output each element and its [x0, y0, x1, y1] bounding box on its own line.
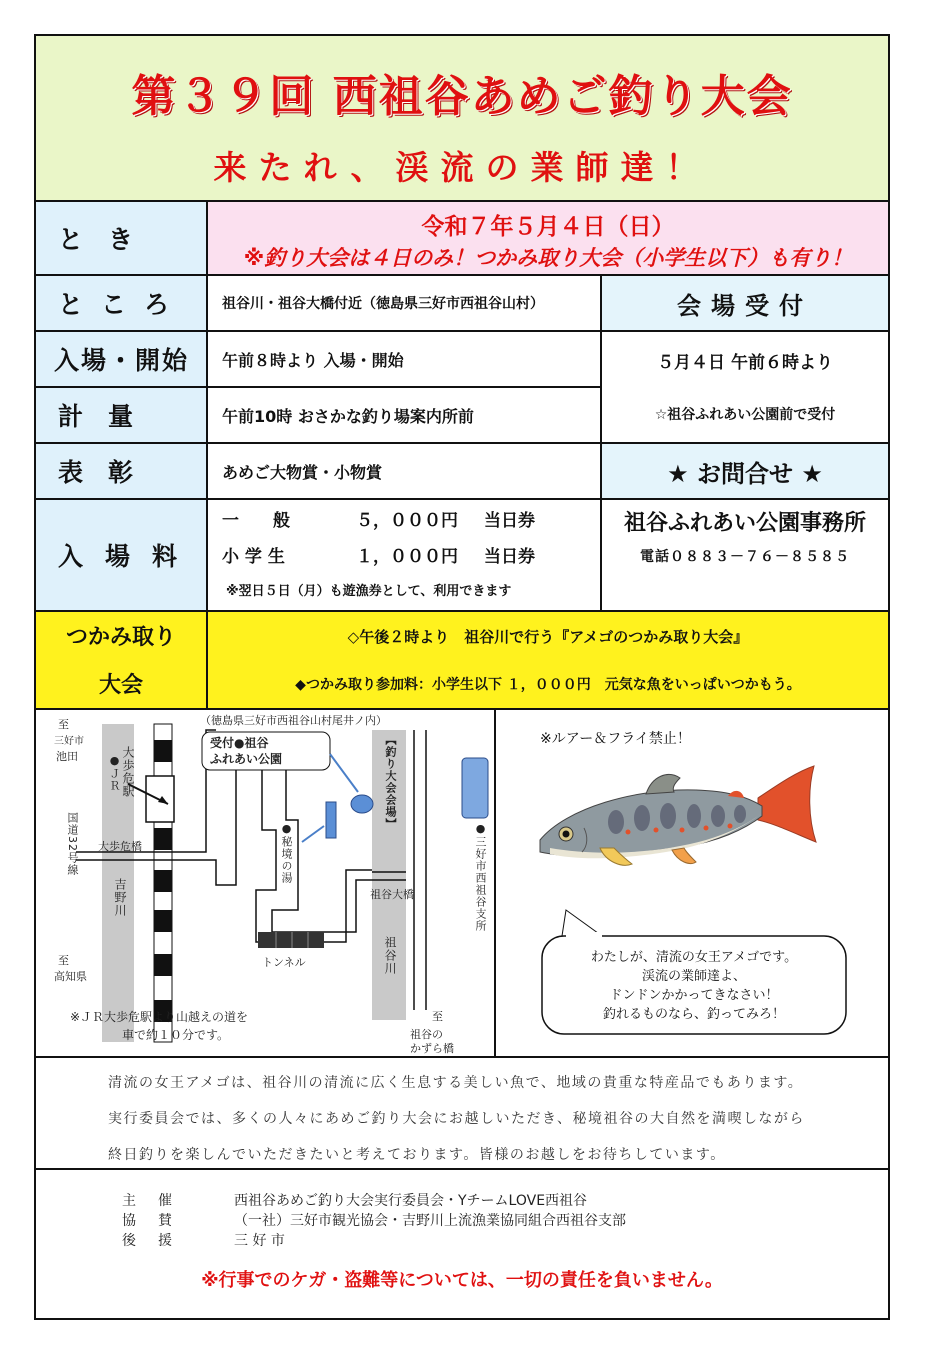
- toki-label: [36, 202, 208, 276]
- fee-row-general-cat: 一 般: [222, 511, 290, 531]
- contact-cell: [600, 500, 888, 612]
- start-label: [36, 332, 208, 388]
- fee-note: ※翌日５日（月）も遊漁券として、利用できます: [226, 584, 512, 599]
- map-to-ikeda-3: 池田: [56, 750, 78, 763]
- sponsor-name-3: 三 好 市: [234, 1233, 285, 1249]
- tokoro-label-text: ところ: [58, 290, 188, 319]
- tsukami-cell: [208, 612, 888, 710]
- speech-line-3: ドンドンかかってきなさい！: [609, 988, 779, 1003]
- sponsors-section: [36, 1170, 888, 1320]
- weigh-value: 午前10時 おさかな釣り場案内所前: [208, 388, 600, 444]
- map-tunnel: トンネル: [262, 956, 306, 969]
- toki-label-text: と き: [58, 225, 134, 254]
- map-venue: 【釣り大会会場】: [384, 734, 397, 830]
- tunnel: [258, 932, 324, 948]
- map-branch: ●三好市西祖谷支所: [474, 822, 487, 932]
- map-to-kochi-2: 高知県: [54, 970, 87, 983]
- reception-marker: [351, 795, 373, 813]
- start-value: 午前８時より 入場・開始: [208, 332, 600, 388]
- map-note-2: 車で約１０分です。: [122, 1028, 230, 1042]
- sponsor-name-2: （一社）三好市観光協会・吉野川上流漁業協同組合西祖谷支部: [234, 1213, 626, 1229]
- speech-line-2: 渓流の業師達よ、: [641, 969, 746, 984]
- event-subtitle: 来たれ、渓流の業師達！: [213, 148, 711, 187]
- award-label-text: 表 彰: [58, 458, 134, 487]
- map-iya-river: 祖谷川: [383, 936, 397, 975]
- reception-heading: 会場受付: [600, 276, 888, 332]
- weigh-label: [36, 388, 208, 444]
- branch-marker: [462, 758, 488, 818]
- tsukami-label-line2: 大会: [98, 673, 143, 698]
- map-to-ikeda-1: 至: [58, 718, 69, 731]
- speech-line-4: 釣れるものなら、釣ってみろ！: [602, 1007, 785, 1022]
- tsukami-label-line1: つかみ取り: [65, 625, 176, 650]
- map-to-kazura-1: 至: [432, 1010, 443, 1023]
- map-oboke-station: 大歩危駅: [121, 746, 135, 798]
- contact-org: 祖谷ふれあい公園事務所: [623, 511, 866, 536]
- fee-row-student-cat: 小 学 生: [222, 547, 285, 567]
- weigh-label-text: 計 量: [58, 402, 134, 431]
- sponsor-name-1: 西祖谷あめご釣り大会実行委員会・YチームLOVE西祖谷: [234, 1193, 588, 1209]
- title-banner: [36, 36, 888, 202]
- map-reception-1: 受付●祖谷: [210, 736, 269, 750]
- tsukami-label: [36, 612, 208, 710]
- fee-row-general-price: ５，０００円: [356, 511, 458, 531]
- map-hikyo: ●秘境の湯: [280, 822, 293, 884]
- map-jr: ●ＪＲ: [108, 754, 121, 792]
- fee-row-general-type: 当日券: [484, 511, 535, 531]
- map-yoshino-river: 吉野川: [113, 878, 127, 917]
- fee-cell: [208, 500, 600, 612]
- contact-heading: ★ お問合せ ★: [600, 444, 888, 500]
- access-map: [36, 710, 496, 1058]
- map-iya-bridge: 祖谷大橋: [370, 888, 414, 901]
- fee-label: [36, 500, 208, 612]
- disclaimer: ※行事でのケガ・盗難等については、一切の責任を負いません。: [201, 1270, 723, 1291]
- intro-line-1: 清流の女王アメゴは、祖谷川の清流に広く生息する美しい魚で、地域の貴重な特産品でもあります。: [108, 1075, 804, 1091]
- fee-label-text: 入場料: [58, 542, 200, 571]
- tsukami-line2: ◆つかみ取り参加料：小学生以下 １，０００円 元気な魚をいっぱいつかもう。: [295, 677, 801, 693]
- speech-text: [544, 948, 844, 1024]
- map-to-ikeda-2: 三好市: [54, 736, 84, 747]
- map-route32: 国道32号線: [66, 812, 79, 876]
- tsukami-line1: ◇午後２時より 祖谷川で行う『アメゴのつかみ取り大会』: [347, 628, 749, 646]
- tokoro-value: 祖谷川・祖谷大橋付近（徳島県三好市西祖谷山村）: [208, 276, 600, 332]
- reception-cell: [600, 332, 888, 444]
- contact-phone: 電話０８８３－７６－８５８５: [640, 549, 850, 565]
- sponsor-role-1: 主 催: [122, 1193, 176, 1209]
- sponsor-role-3: 後 援: [122, 1233, 176, 1249]
- map-to-kochi-1: 至: [58, 954, 69, 967]
- award-value: あめご大物賞・小物賞: [208, 444, 600, 500]
- speech-line-1: わたしが、清流の女王アメゴです。: [590, 950, 798, 965]
- event-title: 第３９回 西祖谷あめご釣り大会: [131, 71, 793, 122]
- map-address: （徳島県三好市西祖谷山村尾井ノ内）: [200, 714, 387, 727]
- fee-row-student-type: 当日券: [484, 547, 535, 567]
- map-note-1: ※ＪＲ大歩危駅より山越えの道を: [70, 1010, 249, 1024]
- event-date-note: ※釣り大会は４日のみ！つかみ取り大会（小学生以下）も有り！: [243, 246, 853, 270]
- hikyo-marker: [326, 802, 336, 838]
- intro-section: [36, 1058, 888, 1170]
- map-to-kazura-3: かずら橋: [410, 1042, 454, 1055]
- lure-fly-warning: ※ルアー＆フライ禁止！: [540, 731, 691, 747]
- toki-cell: [208, 202, 888, 276]
- tokoro-label: [36, 276, 208, 332]
- sponsor-role-2: 協 賛: [122, 1213, 176, 1229]
- reception-time: ５月４日 午前６時より: [657, 353, 833, 373]
- fee-row-student-price: １，０００円: [356, 547, 458, 567]
- intro-line-2: 実行委員会では、多くの人々にあめご釣り大会にお越しいただき、秘境祖谷の大自然を満喫しながら: [108, 1111, 805, 1127]
- award-label: [36, 444, 208, 500]
- fish-panel: [496, 710, 888, 1058]
- start-label-text: 入場・開始: [54, 346, 190, 375]
- intro-line-3: 終日釣りを楽しんでいただきたいと考えております。皆様のお越しをお待ちしています。: [108, 1147, 726, 1163]
- map-to-kazura-2: 祖谷の: [410, 1028, 443, 1041]
- reception-place: ☆祖谷ふれあい公園前で受付: [654, 407, 836, 423]
- event-date: 令和７年５月４日（日）: [421, 214, 675, 240]
- map-oboke-bridge: 大歩危橋: [98, 840, 142, 853]
- flyer: [34, 34, 890, 1320]
- map-reception-2: ふれあい公園: [210, 752, 283, 766]
